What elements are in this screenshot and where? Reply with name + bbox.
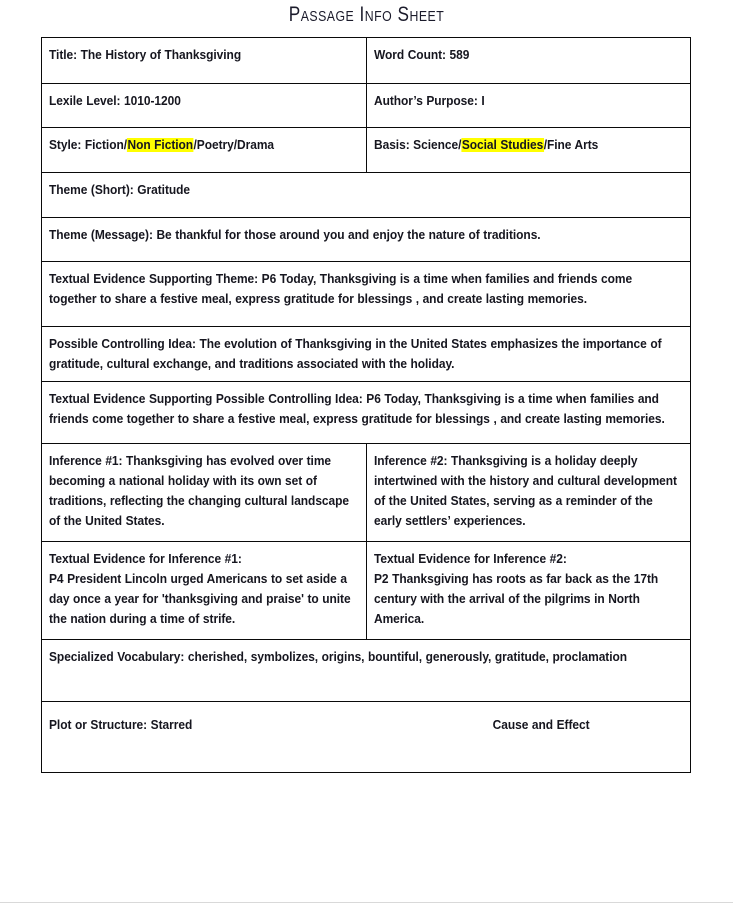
table-row-specialized-vocabulary [42, 640, 691, 702]
table-row-title [42, 38, 691, 84]
style-selected-highlight: Non Fiction [127, 138, 194, 152]
cell-theme-message [42, 218, 691, 262]
table-row-possible-controlling-idea [42, 327, 691, 382]
table-row-lexile [42, 84, 691, 128]
inference-2-value: Inference #2: Thanksgiving is a holiday deeply intertwined with the history and cultural development of the United States, serving as a reminder of the early settlers’ experiences. [374, 454, 677, 528]
lexile-level-value: Lexile Level: 1010-1200 [49, 94, 181, 108]
cell-lexile-level [42, 84, 367, 128]
theme-short-value: Theme (Short): Gratitude [49, 183, 191, 197]
cell-style [42, 128, 367, 173]
cell-textual-evidence-inference-2 [367, 542, 691, 640]
basis-suffix: /Fine Arts [543, 138, 599, 152]
cell-inference-2 [367, 444, 691, 542]
style-prefix: Style: Fiction/ [49, 138, 128, 152]
passage-info-table [41, 37, 691, 773]
cell-word-count [367, 38, 691, 84]
textual-evidence-pci-value: Textual Evidence Supporting Possible Controlling Idea: P6 Today, Thanksgiving is a time when families and friends come together to share a festive meal, express gratitude for blessings , and create lasting memories. [49, 392, 665, 426]
textual-evidence-inference-1-label: Textual Evidence for Inference #1: [49, 552, 242, 566]
table-row-inferences [42, 444, 691, 542]
basis-prefix: Basis: Science/ [374, 138, 462, 152]
cell-textual-evidence-theme [42, 262, 691, 327]
style-value [49, 135, 359, 155]
style-suffix: /Poetry/Drama [193, 138, 275, 152]
authors-purpose-value: Author’s Purpose: I [374, 94, 485, 108]
table-row-theme-short [42, 173, 691, 218]
theme-message-value: Theme (Message): Be thankful for those around you and enjoy the nature of traditions. [49, 228, 541, 242]
word-count-value: Word Count: 589 [374, 48, 470, 62]
table-row-style [42, 128, 691, 173]
textual-evidence-theme-value: Textual Evidence Supporting Theme: P6 Today, Thanksgiving is a time when families and friends come together to share a festive meal, express gratitude for blessings , and create lasting memories. [49, 272, 633, 306]
cell-authors-purpose [367, 84, 691, 128]
basis-selected-highlight: Social Studies [461, 138, 544, 152]
plot-or-structure-pattern: Cause and Effect [492, 718, 590, 732]
cell-basis [367, 128, 691, 173]
cell-plot-or-structure [42, 702, 691, 773]
specialized-vocabulary-value: Specialized Vocabulary: cherished, symbolizes, origins, bountiful, generously, gratitude, proclamation [49, 650, 628, 664]
cell-inference-1 [42, 444, 367, 542]
cell-title [42, 38, 367, 84]
textual-evidence-inference-1 [49, 549, 359, 629]
textual-evidence-inference-2-label: Textual Evidence for Inference #2: [374, 552, 567, 566]
textual-evidence-inference-2 [374, 549, 683, 629]
textual-evidence-inference-2-body: P2 Thanksgiving has roots as far back as the 17th century with the arrival of the pilgrims in North America. [374, 572, 659, 626]
cell-possible-controlling-idea [42, 327, 691, 382]
inference-1-value: Inference #1: Thanksgiving has evolved over time becoming a national holiday with its own set of traditions, reflecting the changing cultural landscape of the United States. [49, 454, 350, 528]
table-row-textual-evidence-theme [42, 262, 691, 327]
textual-evidence-inference-1-body: P4 President Lincoln urged Americans to set aside a day once a year for 'thanksgiving and praise' to unite the nation during a time of strife. [49, 572, 351, 626]
plot-or-structure-row [49, 715, 651, 735]
table-row-textual-evidence-inferences [42, 542, 691, 640]
page-title: Passage Info Sheet [288, 3, 445, 26]
basis-value [374, 135, 683, 155]
cell-textual-evidence-inference-1 [42, 542, 367, 640]
page-boundary-rule [0, 902, 733, 903]
title-value: Title: The History of Thanksgiving [49, 48, 242, 62]
cell-theme-short [42, 173, 691, 218]
cell-specialized-vocabulary [42, 640, 691, 702]
table-row-plot-or-structure [42, 702, 691, 773]
table-row-theme-message [42, 218, 691, 262]
cell-textual-evidence-pci [42, 382, 691, 444]
possible-controlling-idea-value: Possible Controlling Idea: The evolution of Thanksgiving in the United States emphasizes the importance of gratitude, cultural exchange, and traditions associated with the holiday. [49, 337, 662, 371]
table-row-textual-evidence-pci [42, 382, 691, 444]
plot-or-structure-label: Plot or Structure: Starred [49, 718, 193, 732]
